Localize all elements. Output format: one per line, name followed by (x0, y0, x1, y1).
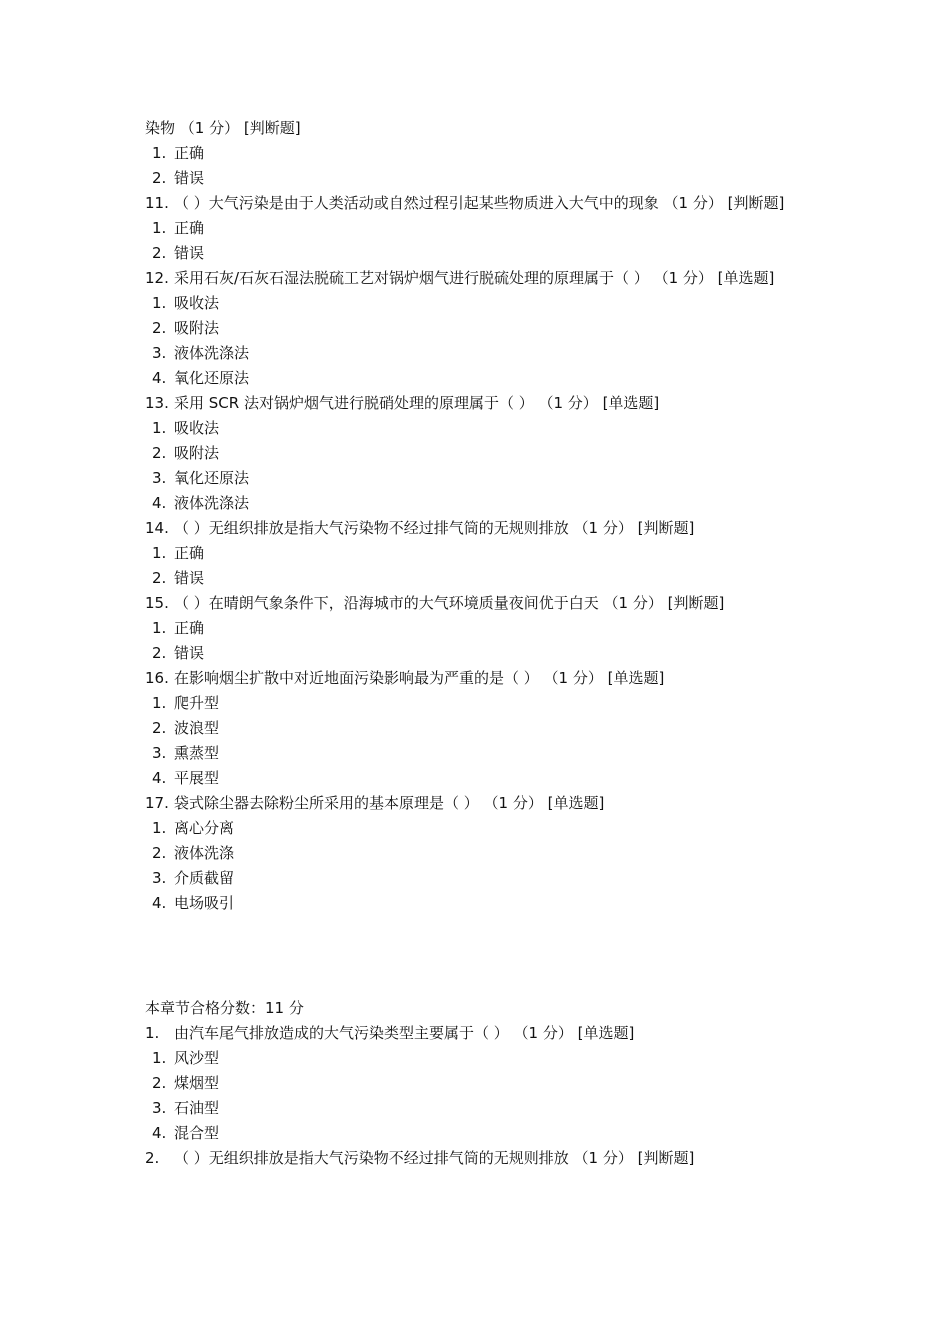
question-text: （ ）大气污染是由于人类活动或自然过程引起某些物质进入大气中的现象 （1 分） [判断题] (174, 194, 785, 212)
option (145, 691, 817, 716)
option (145, 616, 817, 641)
question-text: 袋式除尘器去除粉尘所采用的基本原理是（ ） （1 分） [单选题] (174, 794, 605, 812)
option (145, 1071, 817, 1096)
option-number: 2. (152, 844, 167, 862)
option (145, 341, 817, 366)
question-text: 在影响烟尘扩散中对近地面污染影响最为严重的是（ ） （1 分） [单选题] (174, 669, 665, 687)
question-text: 由汽车尾气排放造成的大气污染类型主要属于（ ） （1 分） [单选题] (174, 1024, 635, 1042)
option (145, 766, 817, 791)
option-number: 3. (152, 1099, 167, 1117)
question (145, 1146, 817, 1171)
option (145, 1096, 817, 1121)
option-number: 1. (152, 1049, 167, 1067)
option-number: 1. (152, 619, 167, 637)
option-number: 4. (152, 494, 167, 512)
question-number: 1. (145, 1024, 160, 1042)
question (145, 516, 817, 541)
option-text: 氧化还原法 (174, 369, 250, 387)
option-number: 1. (152, 219, 167, 237)
question-section-1 (145, 191, 817, 916)
option-text: 石油型 (174, 1099, 220, 1117)
option-number: 2. (152, 319, 167, 337)
question-text: 采用石灰/石灰石湿法脱硫工艺对锅炉烟气进行脱硫处理的原理属于（ ） （1 分） [单选题] (174, 269, 775, 287)
option-number: 3. (152, 344, 167, 362)
option-number: 1. (152, 419, 167, 437)
question-text: （ ）无组织排放是指大气污染物不经过排气筒的无规则排放 （1 分） [判断题] (174, 519, 695, 537)
option (145, 141, 817, 166)
option (145, 741, 817, 766)
question-number: 16. (145, 669, 169, 687)
option-text: 电场吸引 (174, 894, 235, 912)
question-number: 12. (145, 269, 169, 287)
option (145, 1121, 817, 1146)
question-number: 14. (145, 519, 169, 537)
option-text: 平展型 (174, 769, 220, 787)
question-number: 11. (145, 194, 169, 212)
option (145, 291, 817, 316)
option-number: 1. (152, 294, 167, 312)
question (145, 591, 817, 616)
option (145, 1046, 817, 1071)
option-text: 错误 (174, 569, 205, 587)
question (145, 266, 817, 291)
option-text: 波浪型 (174, 719, 220, 737)
option-number: 4. (152, 769, 167, 787)
option (145, 316, 817, 341)
question-section-2 (145, 1021, 817, 1171)
option-number: 4. (152, 894, 167, 912)
question-text: （ ）在晴朗气象条件下，沿海城市的大气环境质量夜间优于白天 （1 分） [判断题] (174, 594, 725, 612)
option (145, 816, 817, 841)
option (145, 416, 817, 441)
option (145, 466, 817, 491)
option-number: 2. (152, 444, 167, 462)
option-text: 液体洗涤 (174, 844, 235, 862)
option-text: 正确 (174, 219, 205, 237)
option-text: 煤烟型 (174, 1074, 220, 1092)
option-number: 4. (152, 1124, 167, 1142)
option-number: 4. (152, 369, 167, 387)
option-number: 1. (152, 819, 167, 837)
option-text: 熏蒸型 (174, 744, 220, 762)
option-text: 错误 (174, 244, 205, 262)
option-text: 正确 (174, 619, 205, 637)
question (145, 1021, 817, 1046)
option-text: 液体洗涤法 (174, 494, 250, 512)
option (145, 716, 817, 741)
option-text: 吸附法 (174, 319, 220, 337)
option (145, 866, 817, 891)
option-number: 3. (152, 744, 167, 762)
option (145, 641, 817, 666)
option-text: 吸附法 (174, 444, 220, 462)
question (145, 191, 817, 216)
question (145, 666, 817, 691)
option (145, 166, 817, 191)
question-number: 13. (145, 394, 169, 412)
option-number: 2. (152, 569, 167, 587)
option-text: 离心分离 (174, 819, 235, 837)
option-text: 吸收法 (174, 419, 220, 437)
option (145, 441, 817, 466)
option-text: 错误 (174, 169, 205, 187)
option (145, 241, 817, 266)
option-text: 介质截留 (174, 869, 235, 887)
option-number: 3. (152, 869, 167, 887)
option-text: 氧化还原法 (174, 469, 250, 487)
section-spacer (145, 916, 817, 991)
option-number: 2. (152, 644, 167, 662)
pass-score: 本章节合格分数：11 分 (145, 999, 304, 1017)
option (145, 541, 817, 566)
question (145, 391, 817, 416)
question-number: 15. (145, 594, 169, 612)
option-number: 2. (152, 244, 167, 262)
option-text: 爬升型 (174, 694, 220, 712)
option (145, 566, 817, 591)
option-number: 3. (152, 469, 167, 487)
question-text: 采用 SCR 法对锅炉烟气进行脱硝处理的原理属于（ ） （1 分） [单选题] (174, 394, 660, 412)
option (145, 841, 817, 866)
question-text: （ ）无组织排放是指大气污染物不经过排气筒的无规则排放 （1 分） [判断题] (174, 1149, 695, 1167)
option-text: 风沙型 (174, 1049, 220, 1067)
document-page (145, 116, 817, 1171)
option-text: 正确 (174, 144, 205, 162)
option-text: 液体洗涤法 (174, 344, 250, 362)
option-list (145, 141, 817, 191)
option-number: 2. (152, 169, 167, 187)
option-number: 1. (152, 544, 167, 562)
question-number: 2. (145, 1149, 160, 1167)
option-text: 正确 (174, 544, 205, 562)
option-text: 吸收法 (174, 294, 220, 312)
option (145, 891, 817, 916)
option-number: 2. (152, 1074, 167, 1092)
option-number: 1. (152, 144, 167, 162)
option (145, 491, 817, 516)
option-number: 2. (152, 719, 167, 737)
option (145, 366, 817, 391)
question-number: 17. (145, 794, 169, 812)
question-fragment: 染物 （1 分） [判断题] (145, 119, 301, 137)
option-text: 错误 (174, 644, 205, 662)
option-text: 混合型 (174, 1124, 220, 1142)
option (145, 216, 817, 241)
question (145, 791, 817, 816)
option-number: 1. (152, 694, 167, 712)
